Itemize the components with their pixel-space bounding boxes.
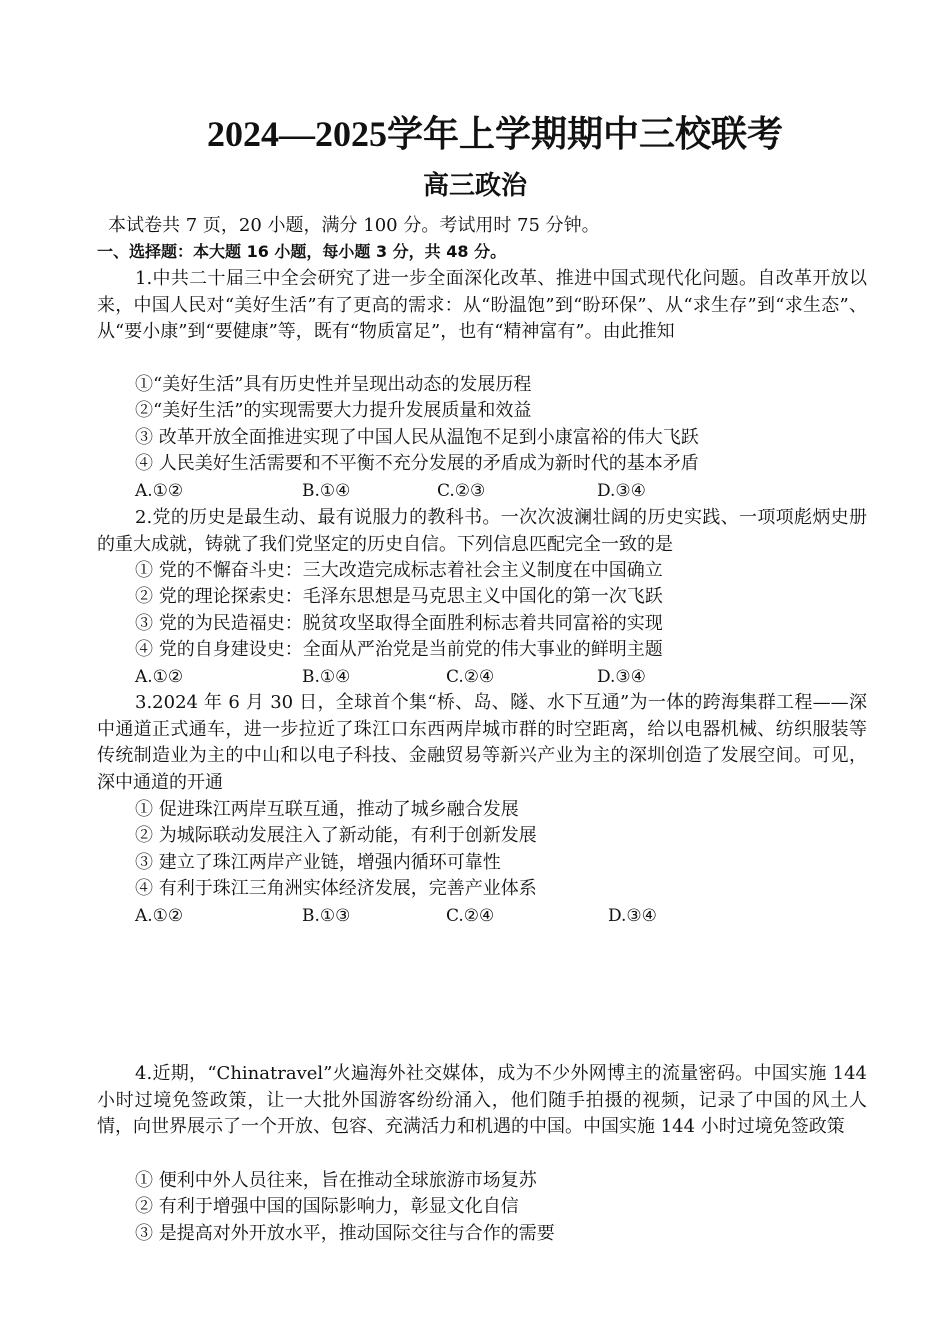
question-3-option-2: ② 为城际联动发展注入了新动能，有利于创新发展: [135, 825, 537, 846]
question-3-option-3: ③ 建立了珠江两岸产业链，增强内循环可靠性: [135, 852, 501, 873]
question-3-option-1: ① 促进珠江两岸互联互通，推动了城乡融合发展: [135, 799, 519, 820]
question-3-answer-c: C.②④: [446, 906, 495, 926]
question-1-answer-d: D.③④: [597, 481, 646, 501]
question-2-answer-c: C.②④: [446, 667, 495, 687]
question-1-option-2: ②“美好生活”的实现需要大力提升发展质量和效益: [135, 400, 532, 421]
exam-title: 2024—2025学年上学期期中三校联考: [206, 114, 783, 154]
question-2-answer-d: D.③④: [597, 667, 646, 687]
question-2-option-2: ② 党的理论探索史：毛泽东思想是马克思主义中国化的第一次飞跃: [135, 586, 663, 607]
question-2-option-3: ③ 党的为民造福史：脱贫攻坚取得全面胜利标志着共同富裕的实现: [135, 613, 663, 634]
question-1-stem: 1.中共二十届三中全会研究了进一步全面深化改革、推进中国式现代化问题。自改革开放以来，中国人民对“美好生活”有了更高的需求：从“盼温饱”到“盼环保”、从“求生存”到“求生态”、从“要小康”到“要健康”等，既有“物质富足”，也有“精神富有”。由此推知: [97, 268, 867, 342]
question-1-answer-b: B.①④: [302, 481, 351, 501]
question-2-answer-b: B.①④: [302, 667, 351, 687]
question-1-option-3: ③ 改革开放全面推进实现了中国人民从温饱不足到小康富裕的伟大飞跃: [135, 427, 699, 448]
exam-intro: 本试卷共 7 页，20 小题，满分 100 分。考试用时 75 分钟。: [108, 215, 600, 236]
question-3-stem: 3.2024 年 6 月 30 日，全球首个集“桥、岛、隧、水下互通”为一体的跨海集群工程——深中通道正式通车，进一步拉近了珠江口东西两岸城市群的时空距离，给以电器机械、纺织服装等传统制造业为主的中山和以电子科技、金融贸易等新兴产业为主的深圳创造了发展空间。可见，深中通道的开通: [97, 692, 867, 793]
question-1-option-4: ④ 人民美好生活需要和不平衡不充分发展的矛盾成为新时代的基本矛盾: [135, 453, 699, 474]
question-1-option-1: ①“美好生活”具有历史性并呈现出动态的发展历程: [135, 374, 532, 395]
question-4-option-1: ① 便利中外人员往来，旨在推动全球旅游市场复苏: [135, 1170, 537, 1191]
section-heading-choice: 一、选择题：本大题 16 小题，每小题 3 分，共 48 分。: [97, 242, 507, 261]
question-4-option-2: ② 有利于增强中国的国际影响力，彰显文化自信: [135, 1196, 519, 1217]
question-3-answer-a: A.①②: [135, 906, 184, 926]
exam-subject: 高三政治: [422, 171, 527, 201]
question-1-answer-a: A.①②: [135, 481, 184, 501]
question-2-answer-a: A.①②: [135, 667, 184, 687]
question-3-answer-b: B.①③: [302, 906, 351, 926]
question-2-option-1: ① 党的不懈奋斗史：三大改造完成标志着社会主义制度在中国确立: [135, 560, 663, 581]
question-3-answer-d: D.③④: [608, 906, 657, 926]
question-1-answer-c: C.②③: [437, 481, 486, 501]
question-2-stem: 2.党的历史是最生动、最有说服力的教科书。一次次波澜壮阔的历史实践、一项项彪炳史册的重大成就，铸就了我们党坚定的历史自信。下列信息匹配完全一致的是: [97, 507, 867, 555]
question-3-option-4: ④ 有利于珠江三角洲实体经济发展，完善产业体系: [135, 878, 537, 899]
question-4-stem: 4.近期，“Chinatravel”火遍海外社交媒体，成为不少外网博主的流量密码。中国实施 144 小时过境免签政策，让一大批外国游客纷纷涌入，他们随手拍摄的视频，记录了中国的风土人情，向世界展示了一个开放、包容、充满活力和机遇的中国。中国实施 144 小时过境免签政策: [97, 1063, 867, 1137]
question-2-option-4: ④ 党的自身建设史：全面从严治党是当前党的伟大事业的鲜明主题: [135, 639, 663, 660]
question-4-option-3: ③ 是提高对外开放水平，推动国际交往与合作的需要: [135, 1223, 555, 1244]
